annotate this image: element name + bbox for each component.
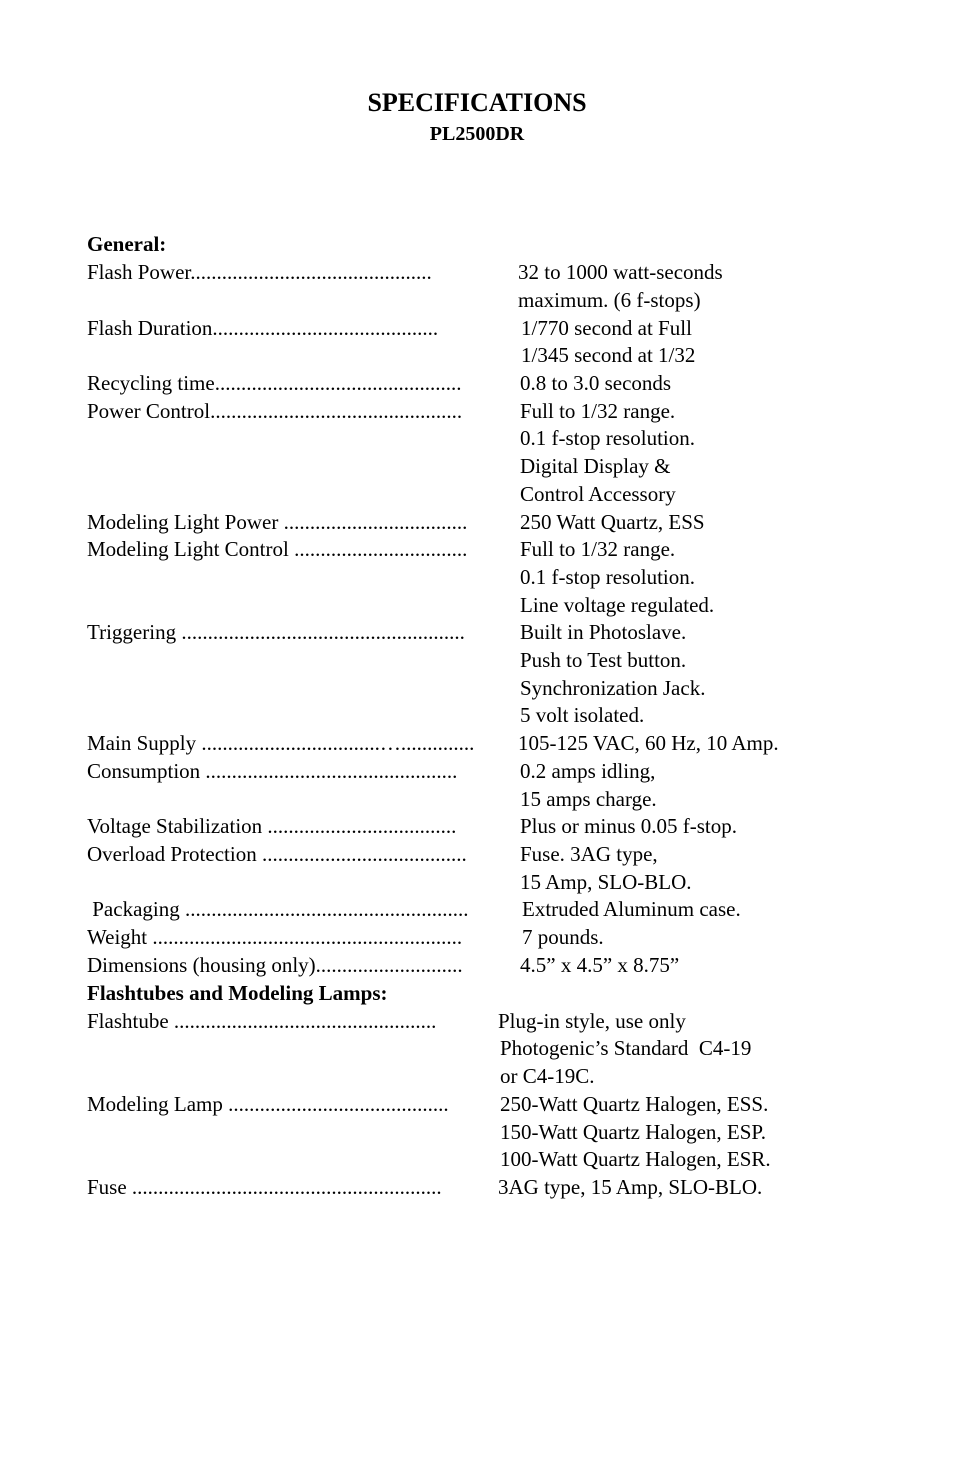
spec-label: Overload Protection .......................................: [87, 842, 467, 866]
spec-row-continuation: [0, 341, 954, 369]
spec-label: Flash Duration...........................................: [87, 316, 439, 340]
spec-label: Triggering ......................................................: [87, 620, 465, 644]
spec-value: maximum. (6 f-stops): [518, 288, 701, 312]
spec-row-main-supply: [0, 729, 954, 757]
spec-row-power-control: [0, 397, 954, 425]
spec-value: Control Accessory: [520, 482, 676, 506]
model-subtitle: PL2500DR: [429, 123, 525, 145]
spec-value: 0.1 f-stop resolution.: [520, 565, 695, 589]
spec-row-continuation: [0, 1062, 954, 1090]
spec-value: 1/770 second at Full: [521, 316, 692, 340]
spec-row-continuation: [0, 1118, 954, 1146]
spec-value: Fuse. 3AG type,: [520, 842, 658, 866]
spec-value: 32 to 1000 watt-seconds: [518, 260, 723, 284]
page-title: SPECIFICATIONS: [367, 88, 587, 117]
general-heading: General:: [87, 232, 167, 256]
spec-row-dimensions: [0, 951, 954, 979]
spec-row-continuation: [0, 646, 954, 674]
spec-row-fuse: [0, 1173, 954, 1201]
spec-label: Main Supply ..................................…..............: [87, 731, 475, 755]
spec-row-continuation: [0, 452, 954, 480]
spec-value: or C4-19C.: [500, 1064, 595, 1088]
spec-label: Modeling Light Power ...................................: [87, 510, 468, 534]
spec-value: Extruded Aluminum case.: [522, 897, 741, 921]
spec-value: 0.8 to 3.0 seconds: [520, 371, 672, 395]
spec-row-continuation: [0, 563, 954, 591]
spec-value: Photogenic’s Standard C4-19: [500, 1036, 752, 1060]
spec-row-continuation: [0, 1145, 954, 1173]
spec-value: Line voltage regulated.: [520, 593, 715, 617]
spec-value: Built in Photoslave.: [520, 620, 687, 644]
spec-label: Consumption ................................................: [87, 759, 458, 783]
spec-value: 15 Amp, SLO-BLO.: [520, 870, 692, 894]
spec-label: Voltage Stabilization ....................................: [87, 814, 457, 838]
spec-value: Plus or minus 0.05 f-stop.: [520, 814, 738, 838]
spec-value: 0.2 amps idling,: [520, 759, 656, 783]
spec-value: Push to Test button.: [520, 648, 687, 672]
spec-value: 4.5” x 4.5” x 8.75”: [520, 953, 680, 977]
spec-label: Flash Power..............................................: [87, 260, 432, 284]
spec-row-continuation: [0, 674, 954, 702]
spec-label: Dimensions (housing only)............................: [87, 953, 463, 977]
spec-value: Digital Display &: [520, 454, 671, 478]
spec-row-consumption: [0, 757, 954, 785]
spec-row-recycling-time: [0, 369, 954, 397]
spec-row-flash-duration: [0, 314, 954, 342]
spec-row-flash-power: [0, 258, 954, 286]
spec-value: 250 Watt Quartz, ESS: [520, 510, 705, 534]
spec-row-flashtube: [0, 1007, 954, 1035]
spec-row-modeling-light-power: [0, 508, 954, 536]
spec-value: Synchronization Jack.: [520, 676, 706, 700]
spec-value: 150-Watt Quartz Halogen, ESP.: [500, 1120, 767, 1144]
spec-row-modeling-lamp: [0, 1090, 954, 1118]
spec-value: 105-125 VAC, 60 Hz, 10 Amp.: [518, 731, 779, 755]
spec-row-continuation: [0, 701, 954, 729]
spec-row-continuation: [0, 424, 954, 452]
spec-value: 5 volt isolated.: [520, 703, 645, 727]
spec-value: 7 pounds.: [522, 925, 604, 949]
spec-label: Flashtube ..................................................: [87, 1009, 437, 1033]
flashtubes-heading: Flashtubes and Modeling Lamps:: [87, 981, 388, 1005]
spec-row-continuation: [0, 480, 954, 508]
spec-label: Packaging ......................................................: [87, 897, 469, 921]
spec-row-voltage-stabilization: [0, 812, 954, 840]
spec-label: Modeling Light Control .................................: [87, 537, 468, 561]
spec-row-continuation: [0, 591, 954, 619]
spec-value: 0.1 f-stop resolution.: [520, 426, 695, 450]
spec-value: Full to 1/32 range.: [520, 399, 676, 423]
spec-label: Fuse ...........................................................: [87, 1175, 442, 1199]
spec-label: Recycling time...............................................: [87, 371, 462, 395]
spec-value: Plug-in style, use only: [498, 1009, 686, 1033]
spec-row-continuation: [0, 286, 954, 314]
spec-row-packaging: [0, 895, 954, 923]
spec-value: 250-Watt Quartz Halogen, ESS.: [500, 1092, 769, 1116]
spec-label: Modeling Lamp ..........................................: [87, 1092, 449, 1116]
spec-value: 3AG type, 15 Amp, SLO-BLO.: [498, 1175, 763, 1199]
spec-label: Power Control................................................: [87, 399, 463, 423]
spec-row-triggering: [0, 618, 954, 646]
spec-label: Weight ...........................................................: [87, 925, 463, 949]
spec-row-weight: [0, 923, 954, 951]
spec-row-modeling-light-control: [0, 535, 954, 563]
spec-row-continuation: [0, 868, 954, 896]
spec-value: 1/345 second at 1/32: [521, 343, 696, 367]
spec-value: Full to 1/32 range.: [520, 537, 676, 561]
spec-row-continuation: [0, 785, 954, 813]
spec-value: 15 amps charge.: [520, 787, 657, 811]
spec-value: 100-Watt Quartz Halogen, ESR.: [500, 1147, 771, 1171]
spec-row-overload-protection: [0, 840, 954, 868]
spec-row-continuation: [0, 1034, 954, 1062]
